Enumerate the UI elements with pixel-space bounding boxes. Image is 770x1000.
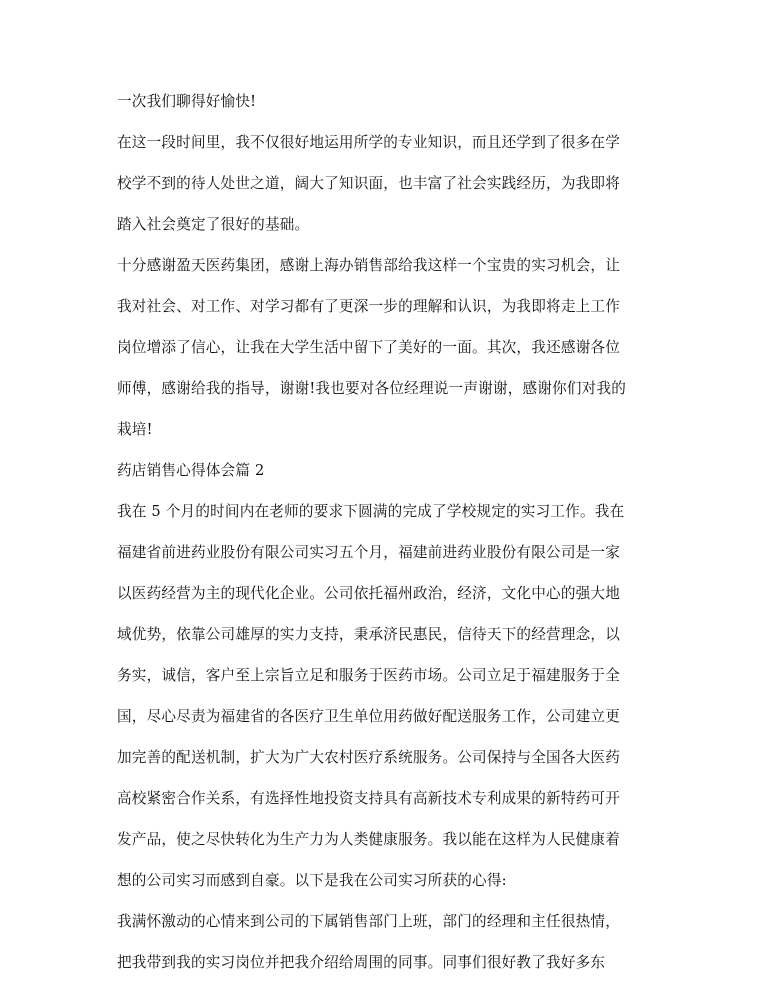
text-line: 发产品，使之尽快转化为生产力为人类健康服务。我以能在这样为人民健康着 xyxy=(117,831,620,848)
text-line: 踏入社会奠定了很好的基础。 xyxy=(117,216,310,233)
text-line: 把我带到我的实习岗位并把我介绍给周围的同事。同事们很好教了我好多东 xyxy=(117,954,606,971)
text-line: 福建省前进药业股份有限公司实习五个月，福建前进药业股份有限公司是一家 xyxy=(117,544,620,561)
text-line: 师傅，感谢给我的指导，谢谢!我也要对各位经理说一声谢谢，感谢你们对我的 xyxy=(117,380,627,397)
text-line: 以医药经营为主的现代化企业。公司依托福州政治，经济，文化中心的强大地 xyxy=(117,585,620,602)
text-line: 我在 5 个月的时间内在老师的要求下圆满的完成了学校规定的实习工作。我在 xyxy=(117,503,625,520)
text-line: 我对社会、对工作、对学习都有了更深一步的理解和认识，为我即将走上工作 xyxy=(117,298,620,315)
text-line: 域优势，依靠公司雄厚的实力支持，秉承济民惠民，信待天下的经营理念，以 xyxy=(117,626,620,643)
text-line: 想的公司实习而感到自豪。以下是我在公司实习所获的心得: xyxy=(117,872,507,889)
text-line: 我满怀激动的心情来到公司的下属销售部门上班，部门的经理和主任很热情， xyxy=(117,913,620,930)
text-line: 在这一段时间里，我不仅很好地运用所学的专业知识，而且还学到了很多在学 xyxy=(117,134,620,151)
text-line: 务实，诚信，客户至上宗旨立足和服务于医药市场。公司立足于福建服务于全 xyxy=(117,667,620,684)
text-line: 十分感谢盈天医药集团，感谢上海办销售部给我这样一个宝贵的实习机会，让 xyxy=(117,257,620,274)
section-heading: 药店销售心得体会篇 2 xyxy=(117,462,265,479)
text-line: 国，尽心尽责为福建省的各医疗卫生单位用药做好配送服务工作，公司建立更 xyxy=(117,708,620,725)
text-line: 岗位增添了信心，让我在大学生活中留下了美好的一面。其次，我还感谢各位 xyxy=(117,339,620,356)
text-line: 加完善的配送机制，扩大为广大农村医疗系统服务。公司保持与全国各大医药 xyxy=(117,749,620,766)
text-line: 高校紧密合作关系，有选择性地投资支持具有高新技术专利成果的新特药可开 xyxy=(117,790,620,807)
text-line: 一次我们聊得好愉快! xyxy=(117,93,257,110)
text-line: 校学不到的待人处世之道，阔大了知识面，也丰富了社会实践经历，为我即将 xyxy=(117,175,620,192)
text-line: 栽培! xyxy=(117,421,153,438)
